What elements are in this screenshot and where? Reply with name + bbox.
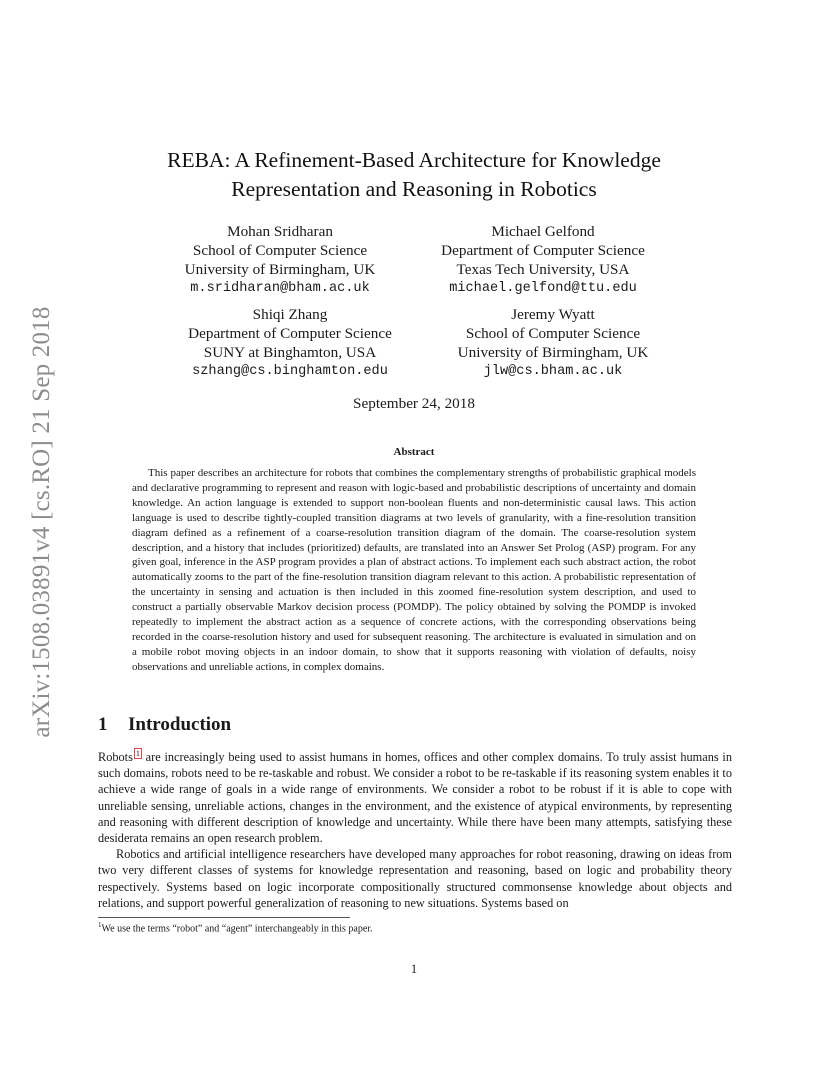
author-email: szhang@cs.binghamton.edu <box>192 364 388 379</box>
title-line-1: REBA: A Refinement-Based Architecture for Knowledge <box>167 148 661 172</box>
paragraph: Robotics and artificial intelligence researchers have developed many approaches for robot reasoning, drawing on ideas from two very different classes of systems for knowledge representation and reasoning, based on logic and probability theory respectively. Systems based on logic incorporate compositionally structured commonsense knowledge about objects and relations, and support powerful generalization of reasoning to new situations. Systems based on <box>98 847 732 910</box>
author-block <box>440 305 666 381</box>
author-block <box>170 305 410 381</box>
arxiv-identifier: arXiv:1508.03891v4 [cs.RO] 21 Sep 2018 <box>28 306 55 738</box>
page-number: 1 <box>410 962 418 976</box>
paragraph-lead-word: Robots <box>98 750 133 764</box>
paper-title <box>96 146 732 204</box>
author-email: michael.gelfond@ttu.edu <box>449 281 637 296</box>
footnote-text: We use the terms “robot” and “agent” interchangeably in this paper. <box>101 923 373 935</box>
author-block <box>430 222 656 298</box>
author-department: School of Computer Science <box>192 242 368 259</box>
author-name: Shiqi Zhang <box>252 306 328 323</box>
section-heading <box>98 714 231 736</box>
author-email: m.sridharan@bham.ac.uk <box>190 281 370 296</box>
author-name: Mohan Sridharan <box>227 223 333 240</box>
author-affiliation: Texas Tech University, USA <box>456 261 630 278</box>
paragraph-text: are increasingly being used to assist humans in homes, offices and other complex domains. To truly assist humans in such domains, robots need to be re-taskable and robust. We consider a robot to be re-taskable if its reasoning system enables it to achieve a wide range of goals in a wide range of environments. We consider a robot to be robust if it is able to cope with unreliable sensing, unreliable actions, changes in the environment, and the existence of atypical environments, by representing and reasoning with different description of knowledge and uncertainty. While there have been many attempts, satisfying these desiderata remains an open research problem. <box>98 750 732 846</box>
author-block <box>180 222 380 298</box>
author-affiliation: University of Birmingham, UK <box>184 261 376 278</box>
footnote-mark: 1 <box>98 921 102 929</box>
section-title: Introduction <box>128 714 232 735</box>
introduction-body <box>98 749 732 911</box>
footnote <box>98 921 373 934</box>
author-department: School of Computer Science <box>465 325 641 342</box>
author-affiliation: University of Birmingham, UK <box>457 344 649 361</box>
author-department: Department of Computer Science <box>441 242 645 259</box>
title-line-2: Representation and Reasoning in Robotics <box>231 177 597 201</box>
section-number: 1 <box>98 714 108 735</box>
author-department: Department of Computer Science <box>188 325 392 342</box>
abstract-text: This paper describes an architecture for robots that combines the complementary strengths of probabilistic graphical models and declarative programming to represent and reason with logic-based and probabilistic descriptions of uncertainty and domain knowledge. An action language is extended to support non-boolean fluents and non-deterministic causal laws. This action language is used to describe tightly-coupled transition diagrams at two levels of granularity, with a fine-resolution transition diagram defined as a refinement of a coarse-resolution transition diagram of the domain. The coarse-resolution system description, and a history that includes (prioritized) defaults, are translated into an Answer Set Prolog (ASP) program. For any given goal, inference in the ASP program provides a plan of abstract actions. To implement each such abstract action, the robot automatically zooms to the part of the fine-resolution transition diagram relevant to this action. A probabilistic representation of the uncertainty in sensing and actuation is then included in this zoomed fine-resolution system description, and used to construct a partially observable Markov decision process (POMDP). The policy obtained by solving the POMDP is invoked repeatedly to implement the abstract action as a sequence of concrete actions, with the corresponding observations being recorded in the coarse-resolution history and used for subsequent reasoning. The architecture is evaluated in simulation and on a mobile robot moving objects in an indoor domain, to show that it supports reasoning with violation of defaults, noisy observations and unreliable actions, in complex domains. <box>132 467 696 673</box>
author-name: Michael Gelfond <box>491 223 595 240</box>
author-affiliation: SUNY at Binghamton, USA <box>203 344 377 361</box>
abstract-heading: Abstract <box>393 446 435 458</box>
paper-date: September 24, 2018 <box>353 395 475 412</box>
paragraph <box>98 749 732 846</box>
author-name: Jeremy Wyatt <box>511 306 595 323</box>
footnote-divider <box>98 917 350 918</box>
footnote-link[interactable]: 1 <box>135 748 140 758</box>
author-email: jlw@cs.bham.ac.uk <box>483 364 623 379</box>
